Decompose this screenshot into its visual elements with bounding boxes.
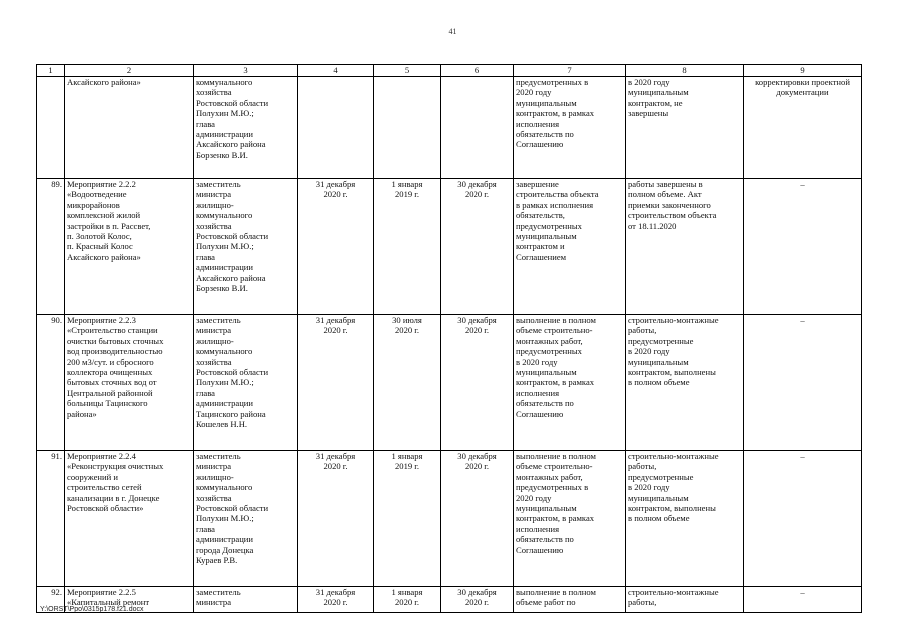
actual-result-cell: строительно-монтажные работы, [626,587,744,613]
actual-end-date-cell: 30 декабря 2020 г. [441,179,514,315]
row-number-cell: 92. [37,587,65,613]
responsible-person-cell: заместитель министра жилищно- коммунального хозяйства Ростовской области Полухин М.Ю.; глава администрации Тацинского района Кошелев Н.Н. [194,315,298,451]
responsible-person-cell: заместитель министра жилищно- коммунального хозяйства Ростовской области Полухин М.Ю.; глава администрации города Донецка Кураев Р.В. [194,451,298,587]
actual-start-date-cell: 1 января 2019 г. [374,451,441,587]
table-row [37,77,862,179]
header-cell-8: 8 [626,65,744,77]
table-row [37,451,862,587]
row-number-cell: 91. [37,451,65,587]
planned-result-cell: выполнение в полном объеме строительно- монтажных работ, предусмотренных в 2020 году муниципальным контрактом, в рамках исполнения обязательств по Соглашению [514,315,626,451]
actual-result-cell: работы завершены в полном объеме. Акт приемки законченного строительством объекта от 18.11.2020 [626,179,744,315]
planned-end-date-cell: 31 декабря 2020 г. [298,451,374,587]
planned-result-cell: выполнение в полном объеме работ по [514,587,626,613]
header-row [37,65,862,77]
responsible-person-cell: заместитель министра жилищно- коммунального хозяйства Ростовской области Полухин М.Ю.; глава администрации Аксайского района Борзенко В.И. [194,179,298,315]
planned-end-date-cell [298,77,374,179]
actual-end-date-cell: 30 декабря 2020 г. [441,587,514,613]
event-name-cell: Мероприятие 2.2.4 «Реконструкция очистных сооружений и строительство сетей канализации в г. Донецке Ростовской области» [65,451,194,587]
header-cell-3: 3 [194,65,298,77]
actual-end-date-cell: 30 декабря 2020 г. [441,315,514,451]
table-body [37,65,862,613]
actual-result-cell: строительно-монтажные работы, предусмотренные в 2020 году муниципальным контрактом, выполнены в полном объеме [626,451,744,587]
table-row [37,179,862,315]
planned-end-date-cell: 31 декабря 2020 г. [298,587,374,613]
deviation-reasons-cell: – [744,451,862,587]
actual-start-date-cell: 30 июля 2020 г. [374,315,441,451]
planned-end-date-cell: 31 декабря 2020 г. [298,315,374,451]
header-cell-6: 6 [441,65,514,77]
table-row [37,587,862,613]
actual-end-date-cell [441,77,514,179]
planned-end-date-cell: 31 декабря 2020 г. [298,179,374,315]
row-number-cell [37,77,65,179]
deviation-reasons-cell: корректировки проектной документации [744,77,862,179]
header-cell-7: 7 [514,65,626,77]
event-name-cell: Аксайского района» [65,77,194,179]
actual-end-date-cell: 30 декабря 2020 г. [441,451,514,587]
header-cell-9: 9 [744,65,862,77]
responsible-person-cell: коммунального хозяйства Ростовской области Полухин М.Ю.; глава администрации Аксайского района Борзенко В.И. [194,77,298,179]
responsible-person-cell: заместитель министра [194,587,298,613]
actual-start-date-cell: 1 января 2019 г. [374,179,441,315]
header-cell-1: 1 [37,65,65,77]
row-number-cell: 89. [37,179,65,315]
header-cell-2: 2 [65,65,194,77]
page-number: 41 [448,27,457,36]
deviation-reasons-cell: – [744,179,862,315]
actual-start-date-cell: 1 января 2020 г. [374,587,441,613]
row-number-cell: 90. [37,315,65,451]
file-path-footer: Y:\ORST\Ppo\0315p178.f21.docx [40,606,144,613]
header-cell-4: 4 [298,65,374,77]
actual-start-date-cell [374,77,441,179]
planned-result-cell: завершение строительства объекта в рамках исполнения обязательств, предусмотренных муниципальным контрактом и Соглашением [514,179,626,315]
actual-result-cell: строительно-монтажные работы, предусмотренные в 2020 году муниципальным контрактом, выполнены в полном объеме [626,315,744,451]
event-name-cell: Мероприятие 2.2.2 «Водоотведение микрорайонов комплексной жилой застройки в п. Рассвет, п. Золотой Колос, п. Красный Колос Аксайского района» [65,179,194,315]
planned-result-cell: предусмотренных в 2020 году муниципальным контрактом, в рамках исполнения обязательств по Соглашению [514,77,626,179]
planned-result-cell: выполнение в полном объеме строительно- монтажных работ, предусмотренных в 2020 году муниципальным контрактом, в рамках исполнения обязательств по Соглашению [514,451,626,587]
deviation-reasons-cell: – [744,587,862,613]
report-table [36,64,862,613]
header-cell-5: 5 [374,65,441,77]
table-row [37,315,862,451]
event-name-cell: Мероприятие 2.2.5 «Капитальный ремонт [65,587,194,613]
deviation-reasons-cell: – [744,315,862,451]
event-name-cell: Мероприятие 2.2.3 «Строительство станции очистки бытовых сточных вод производительностью 200 м3/сут. и сбросного коллектора очищенных бытовых сточных вод от Центральной районной больницы Тацинского района» [65,315,194,451]
actual-result-cell: в 2020 году муниципальным контрактом, не завершены [626,77,744,179]
